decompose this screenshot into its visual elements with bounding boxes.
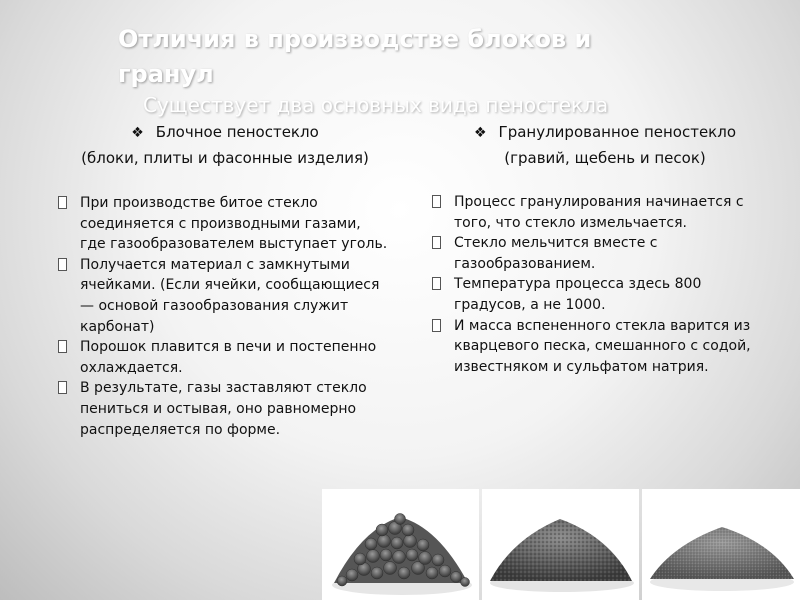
list-item: Порошок плавится в печи и постепенно охлаждается.: [58, 337, 388, 378]
product-photos: [322, 489, 800, 600]
square-bullet-icon: [432, 195, 441, 208]
right-subheading: (гравий, щебень и песок): [504, 149, 706, 167]
diamond-cluster-icon: ❖: [131, 125, 144, 141]
list-item: И масса вспененного стекла варится из кварцевого песка, смешанного с содой, известняком и сульфатом натрия.: [432, 316, 777, 378]
list-item: Стекло мельчится вместе с газообразованием.: [432, 233, 777, 274]
photo-sand: [642, 489, 800, 600]
square-bullet-icon: [58, 196, 67, 209]
slide-title: Отличия в производстве блоков и гранул: [118, 25, 592, 88]
photo-large-granules: [322, 489, 479, 600]
left-subheading: (блоки, плиты и фасонные изделия): [81, 149, 369, 167]
left-column-heading: [40, 120, 410, 171]
list-item: Получается материал с замкнутыми ячейками. (Если ячейки, сообщающиеся — основой газообразования служит карбонат): [58, 255, 388, 337]
left-heading-text: Блочное пеностекло: [155, 123, 319, 141]
square-bullet-icon: [58, 340, 67, 353]
square-bullet-icon: [58, 258, 67, 271]
slide-subtitle: Существует два основных вида пеностекла: [143, 93, 609, 117]
list-item: Температура процесса здесь 800 градусов, а не 1000.: [432, 274, 777, 315]
square-bullet-icon: [432, 277, 441, 290]
square-bullet-icon: [432, 319, 441, 332]
right-column-heading: [425, 120, 785, 171]
right-bullet-list: [432, 192, 777, 377]
photo-gravel: [482, 489, 639, 600]
list-item: В результате, газы заставляют стекло пениться и остывая, оно равномерно распределяется по форме.: [58, 378, 388, 440]
diamond-cluster-icon: ❖: [473, 125, 487, 141]
left-bullet-list: [58, 193, 388, 440]
square-bullet-icon: [58, 381, 67, 394]
list-item: Процесс гранулирования начинается с того, что стекло измельчается.: [432, 192, 777, 233]
right-heading-text: Гранулированное пеностекло: [498, 123, 737, 141]
list-item: При производстве битое стекло соединяется с производными газами, где газообразователем выступает уголь.: [58, 193, 388, 255]
square-bullet-icon: [432, 236, 441, 249]
